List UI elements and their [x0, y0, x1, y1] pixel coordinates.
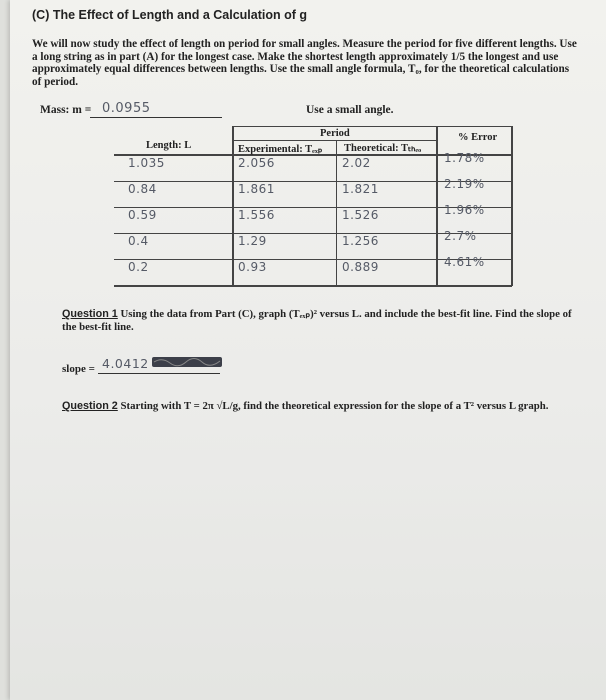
table-cell-theo: 1.821 [342, 182, 379, 196]
slope-value: 4.0412 [102, 356, 149, 371]
table-col-line [436, 126, 438, 286]
question-1-label: Question 1 [62, 308, 118, 320]
table-cell-exp: 1.861 [238, 182, 275, 196]
question-1 [62, 308, 582, 333]
question-1-text: Using the data from Part (C), graph (Tₑₓₚ)² versus L. and include the best-fit line. Find the slope of the best-fit line. [62, 308, 572, 333]
header-theoretical: Theoretical: Tₜₕₑₒ [344, 143, 422, 154]
table-border-right [511, 126, 513, 286]
header-experimental: Experimental: Tₑₓₚ [238, 144, 323, 155]
table-col-line [232, 126, 234, 286]
table-cell-exp: 2.056 [238, 156, 275, 170]
instructions-paragraph: We will now study the effect of length on period for small angles. Measure the period for five different lengths. Use a long string as in part (A) for the longest case. Make the shortest length approximately 1/5 the longest and use approximately equal differences between lengths. Use the small angle formula, T₀, for the theoretical calculations of period. [32, 38, 577, 88]
question-2-label: Question 2 [62, 400, 118, 412]
table-cell-error: 2.7% [444, 229, 477, 243]
table-cell-length: 0.84 [128, 182, 157, 196]
mass-label: Mass: m = [40, 104, 92, 116]
table-cell-length: 0.2 [128, 260, 149, 274]
table-border-bottom [114, 285, 512, 287]
table-cell-error: 1.78% [444, 151, 485, 165]
table-cell-error: 1.96% [444, 203, 485, 217]
table-cell-theo: 2.02 [342, 156, 371, 170]
table-cell-theo: 0.889 [342, 260, 379, 274]
section-heading: (C) The Effect of Length and a Calculation of g [32, 8, 307, 22]
table-cell-length: 1.035 [128, 156, 165, 170]
table-cell-theo: 1.256 [342, 234, 379, 248]
table-subheader-line [232, 140, 436, 141]
table-col-line [336, 140, 337, 286]
question-2 [62, 400, 592, 412]
header-period: Period [320, 128, 350, 139]
slope-answer-line [98, 373, 220, 374]
period-table [114, 126, 512, 286]
slope-label: slope = [62, 363, 95, 375]
header-length: Length: L [146, 140, 192, 151]
table-cell-exp: 0.93 [238, 260, 267, 274]
small-angle-note: Use a small angle. [306, 104, 394, 116]
table-cell-exp: 1.556 [238, 208, 275, 222]
table-cell-length: 0.4 [128, 234, 149, 248]
table-cell-exp: 1.29 [238, 234, 267, 248]
table-cell-error: 2.19% [444, 177, 485, 191]
header-error: % Error [458, 132, 498, 143]
table-border-top [232, 126, 512, 127]
table-cell-length: 0.59 [128, 208, 157, 222]
scribbled-out-text [152, 356, 222, 368]
table-cell-error: 4.61% [444, 255, 485, 269]
mass-answer-line [90, 117, 222, 118]
question-2-text: Starting with T = 2π √L/g, find the theoretical expression for the slope of a T² versus L graph. [117, 400, 549, 412]
table-cell-theo: 1.526 [342, 208, 379, 222]
worksheet-page [10, 0, 606, 700]
mass-value: 0.0955 [102, 101, 151, 116]
